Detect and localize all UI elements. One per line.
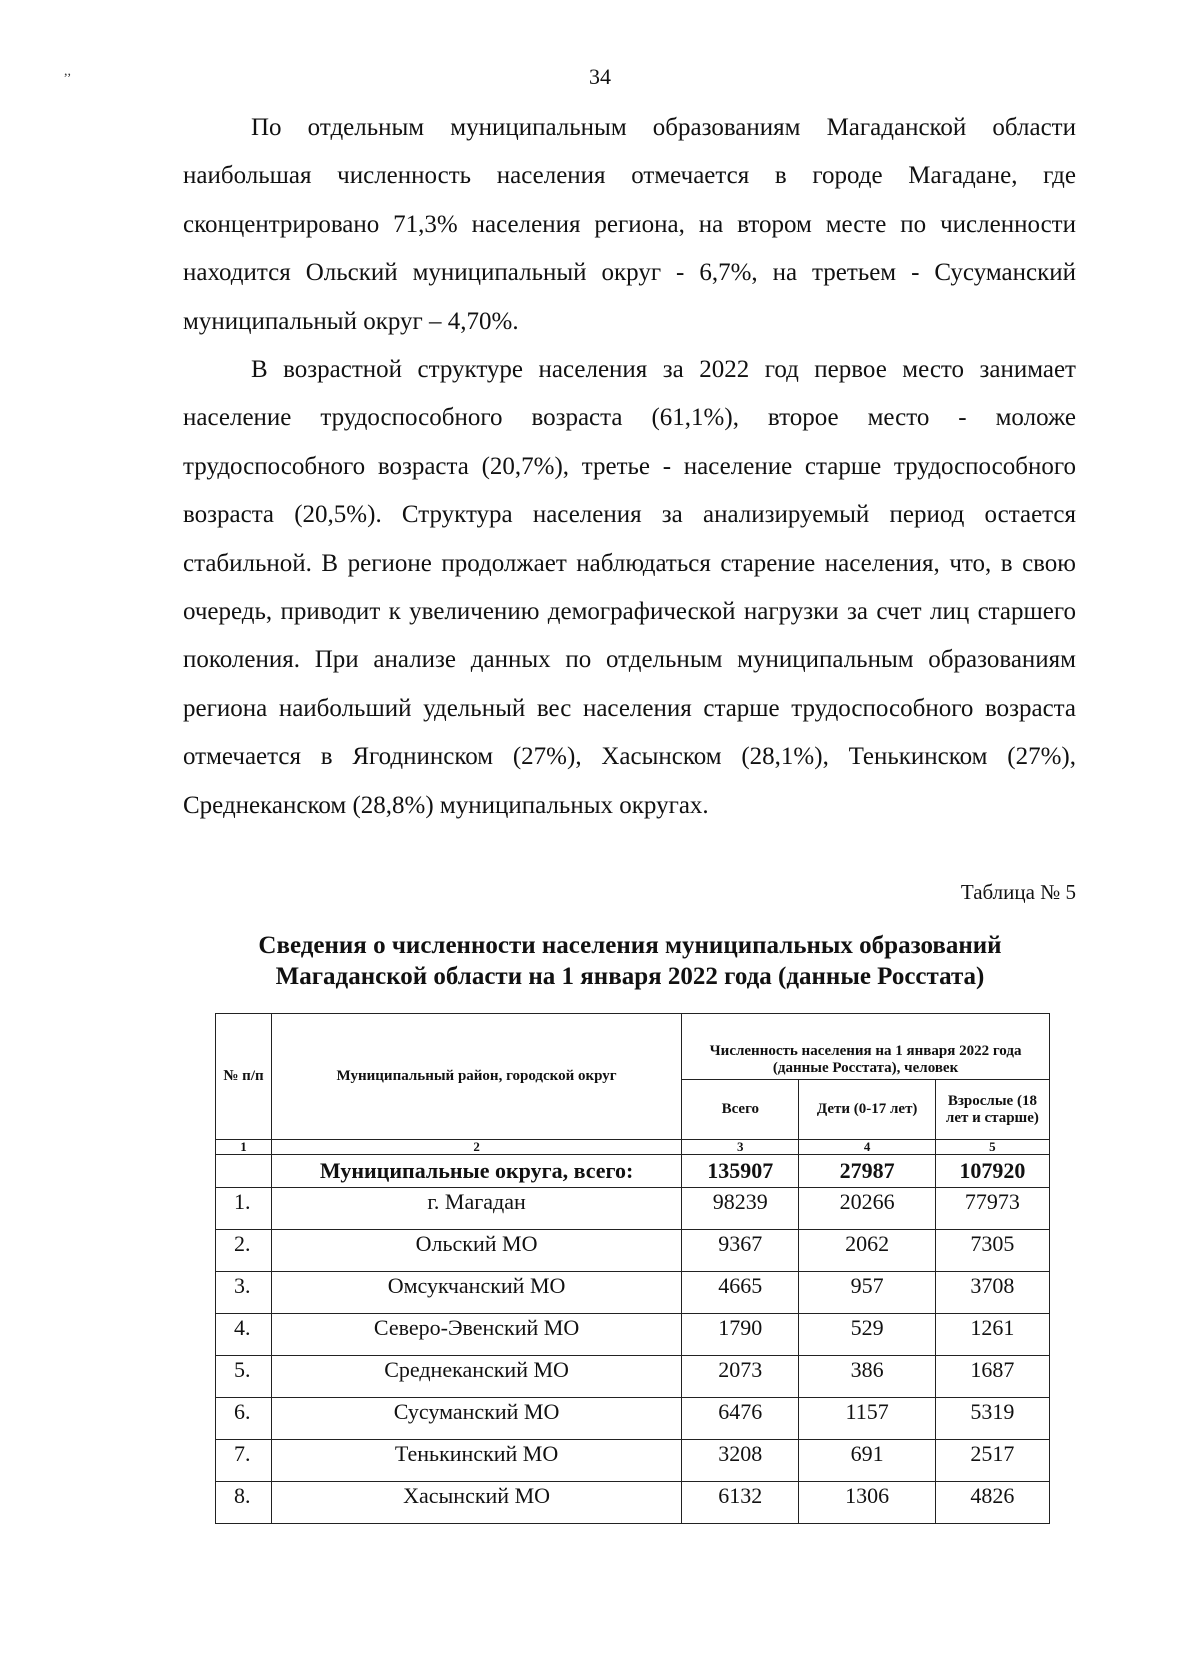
row-number: 8. bbox=[216, 1482, 272, 1524]
table-total-row bbox=[216, 1155, 1050, 1188]
row-name: г. Магадан bbox=[272, 1188, 682, 1230]
row-number: 6. bbox=[216, 1398, 272, 1440]
index-cell: 2 bbox=[272, 1140, 682, 1155]
row-adults: 5319 bbox=[935, 1398, 1049, 1440]
row-adults: 2517 bbox=[935, 1440, 1049, 1482]
row-children: 386 bbox=[799, 1356, 935, 1398]
row-adults: 3708 bbox=[935, 1272, 1049, 1314]
index-cell: 4 bbox=[799, 1140, 935, 1155]
row-adults: 7305 bbox=[935, 1230, 1049, 1272]
header-adults: Взрослые (18 лет и старше) bbox=[935, 1080, 1049, 1140]
table-index-row bbox=[216, 1140, 1050, 1155]
row-number: 7. bbox=[216, 1440, 272, 1482]
row-total: 6476 bbox=[682, 1398, 799, 1440]
total-all: 135907 bbox=[682, 1155, 799, 1188]
table-row bbox=[216, 1440, 1050, 1482]
row-total: 9367 bbox=[682, 1230, 799, 1272]
row-children: 691 bbox=[799, 1440, 935, 1482]
table-row bbox=[216, 1314, 1050, 1356]
table-row bbox=[216, 1272, 1050, 1314]
table-label: Таблица № 5 bbox=[960, 880, 1076, 904]
scan-mark: ,, bbox=[64, 64, 71, 79]
table-row bbox=[216, 1188, 1050, 1230]
table-row bbox=[216, 1482, 1050, 1524]
row-name: Среднеканский МО bbox=[272, 1356, 682, 1398]
row-adults: 1687 bbox=[935, 1356, 1049, 1398]
row-children: 529 bbox=[799, 1314, 935, 1356]
row-name: Хасынский МО bbox=[272, 1482, 682, 1524]
table-title bbox=[150, 930, 1110, 992]
page-number: 34 bbox=[589, 64, 611, 89]
header-total: Всего bbox=[682, 1080, 799, 1140]
row-name: Северо-Эвенский МО bbox=[272, 1314, 682, 1356]
row-adults: 77973 bbox=[935, 1188, 1049, 1230]
row-children: 957 bbox=[799, 1272, 935, 1314]
row-total: 4665 bbox=[682, 1272, 799, 1314]
table-title-line: Магаданской области на 1 января 2022 года (данные Росстата) bbox=[275, 963, 985, 990]
total-adults: 107920 bbox=[935, 1155, 1049, 1188]
index-cell: 1 bbox=[216, 1140, 272, 1155]
row-total: 3208 bbox=[682, 1440, 799, 1482]
index-cell: 5 bbox=[935, 1140, 1049, 1155]
row-total: 1790 bbox=[682, 1314, 799, 1356]
table-title-line: Сведения о численности населения муниципальных образований bbox=[258, 932, 1002, 959]
header-population-group: Численность населения на 1 января 2022 года (данные Росстата), человек bbox=[682, 1014, 1050, 1080]
row-children: 1306 bbox=[799, 1482, 935, 1524]
body-text bbox=[183, 104, 1076, 830]
row-adults: 1261 bbox=[935, 1314, 1049, 1356]
row-name: Сусуманский МО bbox=[272, 1398, 682, 1440]
population-table bbox=[215, 1013, 1050, 1524]
row-number: 1. bbox=[216, 1188, 272, 1230]
row-name: Ольский МО bbox=[272, 1230, 682, 1272]
total-label: Муниципальные округа, всего: bbox=[272, 1155, 682, 1188]
table-row bbox=[216, 1356, 1050, 1398]
table-header-row bbox=[216, 1014, 1050, 1080]
header-children: Дети (0-17 лет) bbox=[799, 1080, 935, 1140]
row-children: 20266 bbox=[799, 1188, 935, 1230]
header-number: № п/п bbox=[216, 1014, 272, 1140]
row-name: Тенькинский МО bbox=[272, 1440, 682, 1482]
row-name: Омсукчанский МО bbox=[272, 1272, 682, 1314]
total-children: 27987 bbox=[799, 1155, 935, 1188]
index-cell: 3 bbox=[682, 1140, 799, 1155]
paragraph: По отдельным муниципальным образованиям Магаданской области наибольшая численность населения отмечается в городе Магадане, где сконцентрировано 71,3% населения региона, на втором месте по численности находится Ольский муниципальный округ - 6,7%, на третьем - Сусуманский муниципальный округ – 4,70%. bbox=[183, 114, 1076, 335]
table-row bbox=[216, 1230, 1050, 1272]
row-total: 2073 bbox=[682, 1356, 799, 1398]
table-row bbox=[216, 1398, 1050, 1440]
row-number: 4. bbox=[216, 1314, 272, 1356]
header-name: Муниципальный район, городской округ bbox=[272, 1014, 682, 1140]
total-number-cell bbox=[216, 1155, 272, 1188]
paragraph: В возрастной структуре населения за 2022 год первое место занимает население трудоспособного возраста (61,1%), второе место - моложе трудоспособного возраста (20,7%), третье - население старше трудоспособного возраста (20,5%). Структура населения за анализируемый период остается стабильной. В регионе продолжает наблюдаться старение населения, что, в свою очередь, приводит к увеличению демографической нагрузки за счет лиц старшего поколения. При анализе данных по отдельным муниципальным образованиям региона наибольший удельный вес населения старше трудоспособного возраста отмечается в Ягоднинском (27%), Хасынском (28,1%), Тенькинском (27%), Среднеканском (28,8%) муниципальных округах. bbox=[183, 356, 1076, 819]
row-adults: 4826 bbox=[935, 1482, 1049, 1524]
row-children: 1157 bbox=[799, 1398, 935, 1440]
row-total: 98239 bbox=[682, 1188, 799, 1230]
row-number: 5. bbox=[216, 1356, 272, 1398]
row-number: 2. bbox=[216, 1230, 272, 1272]
row-children: 2062 bbox=[799, 1230, 935, 1272]
row-total: 6132 bbox=[682, 1482, 799, 1524]
row-number: 3. bbox=[216, 1272, 272, 1314]
